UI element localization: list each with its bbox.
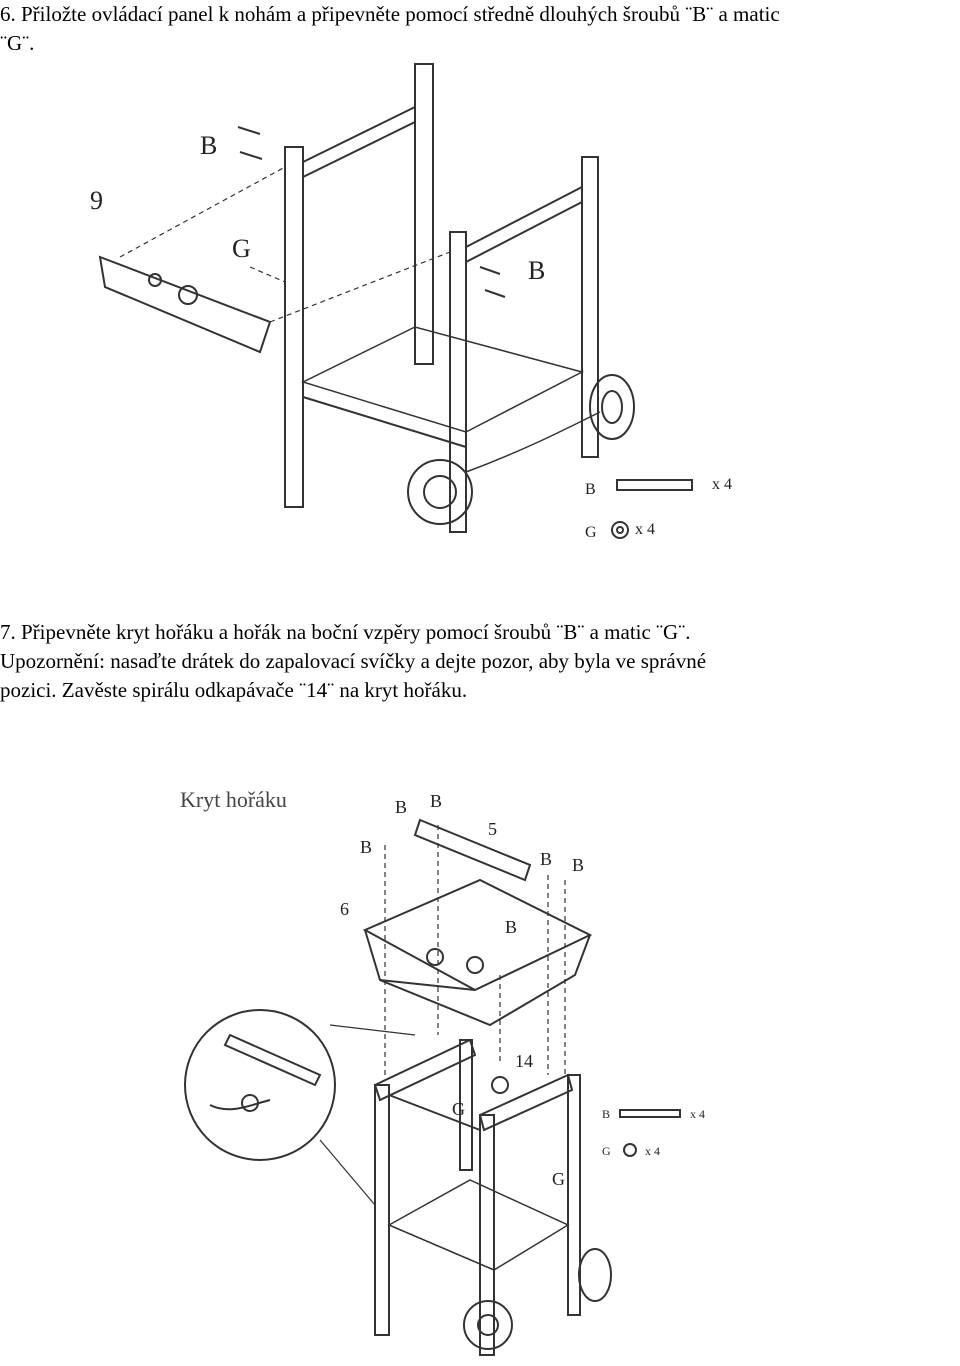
label-nut-g-2: G bbox=[552, 1169, 565, 1189]
label-b-6: B bbox=[505, 917, 518, 937]
burner-tube bbox=[415, 820, 530, 880]
step-6-line-1: 6. Přiložte ovládací panel k nohám a připevněte pomocí středně dlouhých šroubů ¨B¨ a matic bbox=[0, 2, 780, 26]
legend-screw-letter: B bbox=[585, 481, 596, 498]
legend-nut-letter: G bbox=[585, 524, 597, 541]
drip-spiral bbox=[492, 1077, 508, 1093]
screw-part bbox=[620, 1110, 680, 1117]
step-7-line-2: Upozornění: nasaďte drátek do zapalovací svíčky a dejte pozor, aby byla ve správné bbox=[0, 649, 707, 673]
assembly-drawing-side-frame bbox=[80, 52, 760, 572]
screw-part bbox=[617, 480, 692, 490]
left-front-leg bbox=[285, 147, 303, 507]
label-box-6: 6 bbox=[340, 899, 349, 919]
nut-part bbox=[624, 1144, 636, 1156]
label-panel-9: 9 bbox=[90, 186, 103, 215]
label-b-3: B bbox=[360, 837, 373, 857]
step-6-line-2: ¨G¨. bbox=[0, 31, 35, 55]
legend-screw-letter: B bbox=[602, 1107, 611, 1121]
legend-nut-qty: x 4 bbox=[635, 521, 655, 538]
left-back-leg bbox=[415, 64, 433, 364]
legend-nut-qty: x 4 bbox=[645, 1144, 660, 1158]
legend-nut-letter: G bbox=[602, 1144, 611, 1158]
assembly-drawing-burner bbox=[170, 785, 760, 1361]
label-nut-g: G bbox=[232, 234, 251, 263]
legend-screw-qty: x 4 bbox=[690, 1107, 705, 1121]
step-7-line-3: pozici. Zavěste spirálu odkapávače ¨14¨ na kryt hořáku. bbox=[0, 678, 468, 702]
label-b-4: B bbox=[540, 849, 553, 869]
back-wheel bbox=[579, 1249, 611, 1301]
detail-inset bbox=[185, 1010, 335, 1160]
step-7-line-1: 7. Připevněte kryt hořáku a hořák na boční vzpěry pomocí šroubů ¨B¨ a matic ¨G¨. bbox=[0, 620, 691, 644]
right-front-leg bbox=[480, 1115, 494, 1355]
figure-caption: Kryt hořáku bbox=[180, 787, 287, 812]
label-burner-5: 5 bbox=[488, 819, 497, 839]
label-screw-b-right: B bbox=[528, 256, 546, 285]
front-wheel bbox=[464, 1301, 512, 1349]
assembly-figure-step-6 bbox=[80, 52, 760, 572]
label-nut-g-1: G bbox=[452, 1099, 465, 1119]
label-screw-b: B bbox=[200, 131, 218, 160]
label-b-5: B bbox=[572, 855, 585, 875]
label-b-1: B bbox=[395, 797, 408, 817]
label-b-2: B bbox=[430, 791, 443, 811]
right-front-leg bbox=[450, 232, 466, 532]
left-front-leg bbox=[375, 1085, 389, 1335]
nut-part bbox=[612, 522, 628, 538]
front-wheel bbox=[408, 460, 472, 524]
back-wheel bbox=[590, 375, 634, 439]
label-drip-14: 14 bbox=[515, 1051, 533, 1071]
assembly-figure-step-7 bbox=[170, 785, 760, 1361]
legend-screw-qty: x 4 bbox=[712, 476, 732, 493]
step-6-text bbox=[0, 0, 958, 58]
step-7-text bbox=[0, 618, 958, 705]
